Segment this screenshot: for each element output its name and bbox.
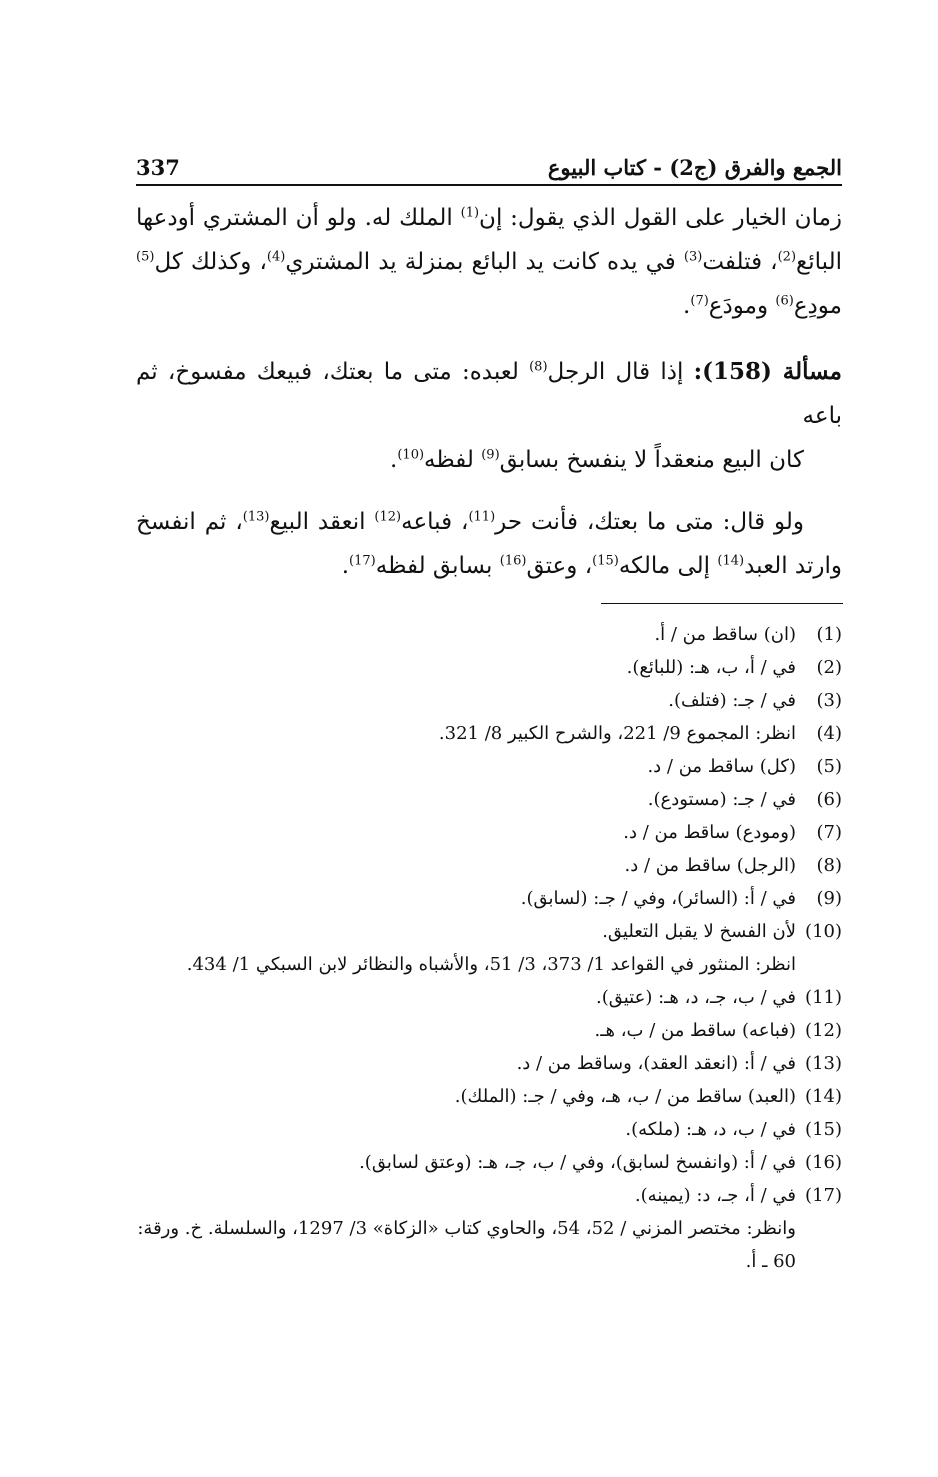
footnote-text: وانظر: مختصر المزني / 52، 54، والحاوي كتاب «الزكاة» 3/ 1297، والسلسلة. خ. ورقة: 60 ـ أ. xyxy=(137,1218,796,1272)
text-run: ولو قال: متى ما بعتك، فأنت حر xyxy=(495,509,804,535)
footnote-mark[interactable]: (6) xyxy=(775,293,794,309)
text-run: ، فتلفت xyxy=(702,249,778,275)
footnote-text: (فباعه) ساقط من / ب، هـ. xyxy=(594,1020,796,1041)
footnote-number: (2) xyxy=(816,657,842,678)
header-rule xyxy=(136,184,842,186)
footnote-14 xyxy=(136,1080,842,1113)
footnote-2 xyxy=(136,651,842,684)
footnote-text: في / أ، جـ، د: (يمينه). xyxy=(634,1185,796,1206)
footnote-17 xyxy=(136,1179,842,1212)
footnote-text: في / أ: (انعقد العقد)، وساقط من / د. xyxy=(516,1053,796,1074)
text-run: إلى مالكه xyxy=(618,553,718,579)
footnote-number: (7) xyxy=(816,822,842,843)
footnote-text: في / جـ: (فتلف). xyxy=(668,690,796,711)
footnote-8 xyxy=(136,849,842,882)
footnote-17-continued xyxy=(136,1212,842,1278)
footnote-number: (16) xyxy=(805,1152,842,1173)
footnote-mark[interactable]: (7) xyxy=(690,293,709,309)
paragraph-1 xyxy=(136,196,842,328)
footnotes xyxy=(136,618,842,1278)
footnote-number: (6) xyxy=(816,789,842,810)
footnote-text: في / ب، د، هـ: (ملكه). xyxy=(625,1119,796,1140)
text-run: لفظه xyxy=(424,447,482,473)
footnote-number: (17) xyxy=(805,1185,842,1206)
footnote-text: (العبد) ساقط من / ب، هـ، وفي / جـ: (الملك). xyxy=(454,1086,796,1107)
footnote-5 xyxy=(136,750,842,783)
footnote-text: في / جـ: (مستودع). xyxy=(647,789,796,810)
footnote-mark[interactable]: (12) xyxy=(374,509,402,525)
footnote-mark[interactable]: (14) xyxy=(717,553,745,569)
footnote-mark[interactable]: (5) xyxy=(136,249,155,265)
footnote-rule xyxy=(601,603,843,604)
text-run: الملك له. ولو أن المشتري أودعها البائع xyxy=(136,205,843,275)
footnote-number: (14) xyxy=(805,1086,842,1107)
footnote-number: (9) xyxy=(816,888,842,909)
footnote-mark[interactable]: (4) xyxy=(266,249,286,265)
text-run: ومودَع xyxy=(708,293,776,319)
text-run: . xyxy=(341,553,350,579)
footnote-6 xyxy=(136,783,842,816)
running-title: الجمع والفرق (ج2) - كتاب البيوع xyxy=(547,155,842,180)
footnote-number: (8) xyxy=(816,855,842,876)
text-run: ، ثم انفسخ وارتد العبد xyxy=(136,509,842,579)
footnote-text: انظر: المنثور في القواعد 1/ 373، 3/ 51، والأشباه والنظائر لابن السبكي 1/ 434. xyxy=(186,954,796,975)
footnote-15 xyxy=(136,1113,842,1146)
footnote-1 xyxy=(136,618,842,651)
text-run: بسابق لفظه xyxy=(375,553,500,579)
paragraph-continuation xyxy=(136,438,842,482)
footnote-text: (ان) ساقط من / أ. xyxy=(654,624,796,645)
footnote-number: (1) xyxy=(816,624,842,645)
footnote-mark[interactable]: (16) xyxy=(499,553,527,569)
footnote-text: (كل) ساقط من / د. xyxy=(647,756,796,777)
footnote-16 xyxy=(136,1146,842,1179)
text-run: ، وعتق xyxy=(526,553,593,579)
footnote-13 xyxy=(136,1047,842,1080)
footnote-mark[interactable]: (2) xyxy=(777,249,797,265)
footnote-mark[interactable]: (13) xyxy=(242,509,270,525)
footnote-10 xyxy=(136,915,842,948)
text-run: كان البيع منعقداً لا ينفسخ بسابق xyxy=(499,447,804,473)
footnote-number: (11) xyxy=(805,987,842,1008)
text-run: ، فباعه xyxy=(401,509,469,535)
footnote-mark[interactable]: (3) xyxy=(683,249,703,265)
paragraph-3 xyxy=(136,500,842,588)
footnote-text: في / أ: (وانفسخ لسابق)، وفي / ب، جـ، هـ: (وعتق لسابق). xyxy=(359,1152,796,1173)
footnote-number: (4) xyxy=(816,723,842,744)
page-number: 337 xyxy=(136,155,180,180)
footnote-mark[interactable]: (10) xyxy=(397,447,425,463)
footnote-9 xyxy=(136,882,842,915)
issue-label: مسألة (158): xyxy=(693,358,842,385)
footnote-number: (5) xyxy=(816,756,842,777)
footnote-text: (الرجل) ساقط من / د. xyxy=(624,855,796,876)
footnote-4 xyxy=(136,717,842,750)
footnote-text: لأن الفسخ لا يقبل التعليق. xyxy=(602,921,796,942)
footnote-12 xyxy=(136,1014,842,1047)
footnote-number: (12) xyxy=(805,1020,842,1041)
text-run: لعبده: متى ما بعتك، فبيعك مفسوخ، ثم باعه xyxy=(136,359,842,429)
footnote-number: (10) xyxy=(805,921,842,942)
footnote-mark[interactable]: (8) xyxy=(529,359,548,375)
text-run: زمان الخيار على القول الذي يقول: إن xyxy=(479,205,842,231)
text-run: انعقد البيع xyxy=(269,509,375,535)
footnote-text: في / أ، ب، هـ: (للبائع). xyxy=(626,657,796,678)
footnote-text: في / ب، جـ، د، هـ: (عتيق). xyxy=(595,987,796,1008)
footnote-7 xyxy=(136,816,842,849)
text-run: ، وكذلك كل xyxy=(154,249,267,275)
main-text xyxy=(136,196,842,588)
page-header xyxy=(136,140,842,180)
paragraph-issue-158 xyxy=(136,350,842,482)
footnote-number: (15) xyxy=(805,1119,842,1140)
footnote-mark[interactable]: (15) xyxy=(592,553,619,569)
footnote-mark[interactable]: (1) xyxy=(460,205,480,221)
text-run: مودِع xyxy=(793,293,842,319)
text-run: إذا قال الرجل xyxy=(547,359,694,385)
footnote-text: في / أ: (السائر)، وفي / جـ: (لسابق). xyxy=(520,888,796,909)
text-run: . xyxy=(390,447,398,473)
text-run: . xyxy=(683,293,691,319)
footnote-10-continued xyxy=(136,948,842,981)
footnote-3 xyxy=(136,684,842,717)
footnote-number: (13) xyxy=(805,1053,842,1074)
text-run: في يده كانت يد البائع بمنزلة يد المشتري xyxy=(285,249,684,275)
footnote-mark[interactable]: (11) xyxy=(468,509,496,525)
footnote-mark[interactable]: (9) xyxy=(481,447,500,463)
footnote-text: (ومودع) ساقط من / د. xyxy=(623,822,796,843)
footnote-mark[interactable]: (17) xyxy=(349,553,376,569)
footnote-number: (3) xyxy=(816,690,842,711)
footnote-11 xyxy=(136,981,842,1014)
footnote-text: انظر: المجموع 9/ 221، والشرح الكبير 8/ 321. xyxy=(438,723,796,744)
